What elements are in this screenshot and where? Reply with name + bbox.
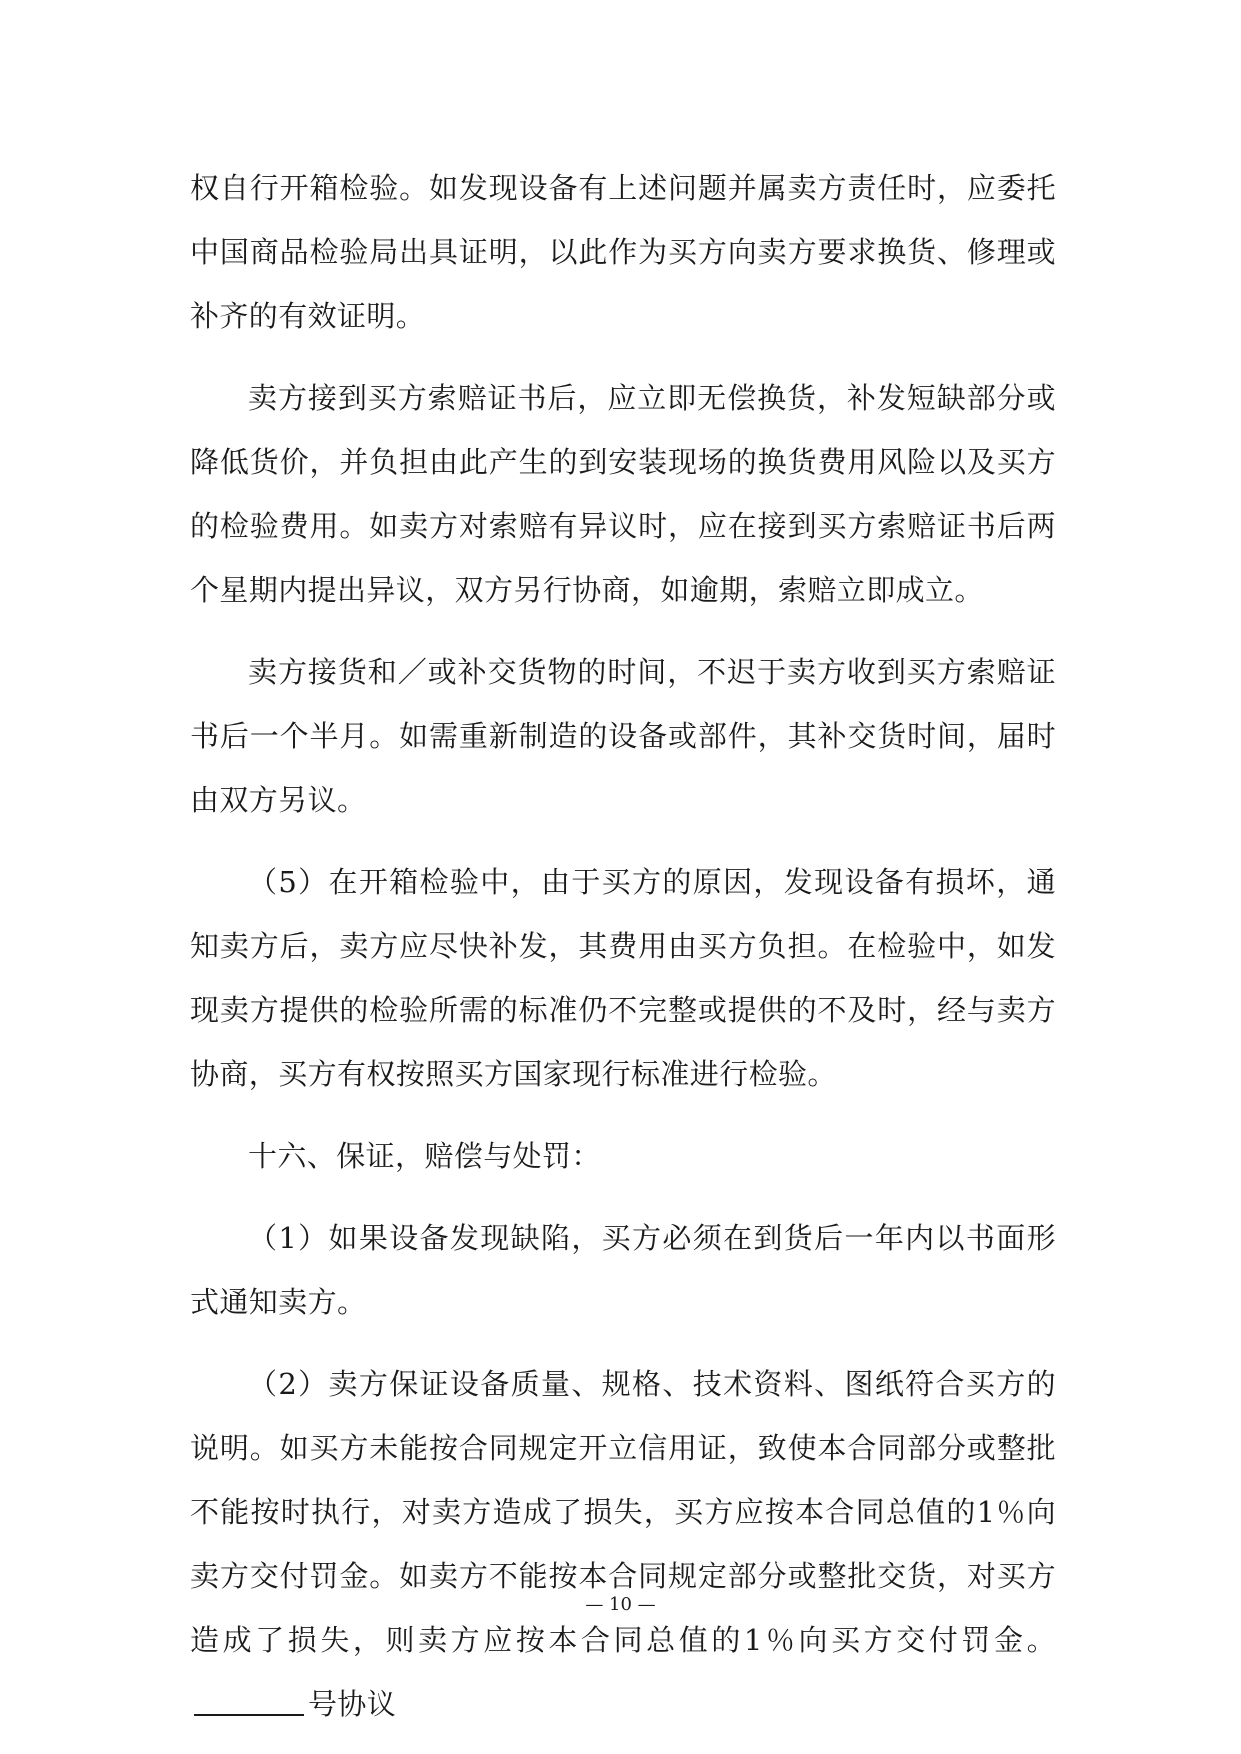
- paragraph-item-2-tail: 号协议: [308, 1687, 397, 1721]
- paragraph-claim-response: 卖方接到买方索赔证书后，应立即无偿换货，补发短缺部分或降低货价，并负担由此产生的到安装现场的换货费用风险以及买方的检验费用。如卖方对索赔有异议时，应在接到买方索赔证书后两个星期内提出异议，双方另行协商，如逾期，索赔立即成立。: [190, 381, 1056, 607]
- paragraph-item-5: （5）在开箱检验中，由于买方的原因，发现设备有损坏，通知卖方后，卖方应尽快补发，其费用由买方负担。在检验中，如发现卖方提供的检验所需的标准仍不完整或提供的不及时，经与卖方协商，买方有权按照买方国家现行标准进行检验。: [190, 865, 1056, 1091]
- paragraph-item-2-text: （2）卖方保证设备质量、规格、技术资料、图纸符合买方的说明。如买方未能按合同规定开立信用证，致使本合同部分或整批不能按时执行，对卖方造成了损失，买方应按本合同总值的1％向卖方交付罚金。如卖方不能按本合同规定部分或整批交货，对买方造成了损失，则卖方应按本合同总值的1％向买方交付罚金。: [190, 1367, 1056, 1657]
- paragraph-replacement-time: 卖方接货和／或补交货物的时间，不迟于卖方收到买方索赔证书后一个半月。如需重新制造的设备或部件，其补交货时间，届时由双方另议。: [190, 655, 1056, 817]
- section-heading-16: 十六、保证，赔偿与处罚：: [248, 1139, 601, 1173]
- document-body: [190, 156, 1056, 1754]
- paragraph-continuation: 权自行开箱检验。如发现设备有上述问题并属卖方责任时，应委托中国商品检验局出具证明，以此作为买方向卖方要求换货、修理或补齐的有效证明。: [190, 171, 1056, 333]
- fill-in-blank: [194, 1684, 304, 1716]
- paragraph-item-1: （1）如果设备发现缺陷，买方必须在到货后一年内以书面形式通知卖方。: [190, 1221, 1056, 1319]
- paragraph-item-2: [190, 1352, 1056, 1736]
- page-number: — 10 —: [585, 1594, 656, 1615]
